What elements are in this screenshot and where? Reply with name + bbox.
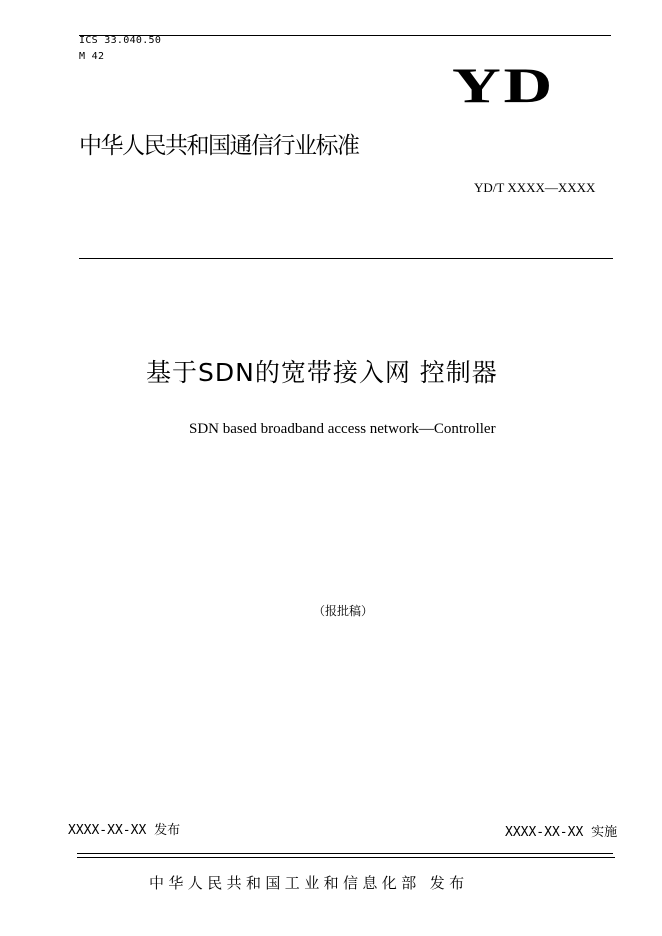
header-divider <box>79 258 613 259</box>
standard-category: 中华人民共和国通信行业标准 <box>79 133 359 159</box>
document-title-chinese: 基于SDN的宽带接入网 控制器 <box>146 358 498 387</box>
draft-status: （报批稿） <box>313 604 374 618</box>
footer-rule-thin <box>77 853 613 854</box>
implementation-date: XXXX-XX-XX 实施 <box>505 825 618 840</box>
classification-code: M 42 <box>79 51 105 62</box>
issue-date: XXXX-XX-XX 发布 <box>68 823 181 838</box>
yd-logo: YD <box>452 57 555 113</box>
standard-number: YD/T XXXX—XXXX <box>474 180 596 195</box>
footer-rule-thick <box>77 857 615 858</box>
issuing-authority: 中华人民共和国工业和信息化部 发布 <box>149 874 469 892</box>
ics-code: ICS 33.040.50 <box>79 35 162 46</box>
document-title-english: SDN based broadband access network—Controller <box>189 421 496 437</box>
